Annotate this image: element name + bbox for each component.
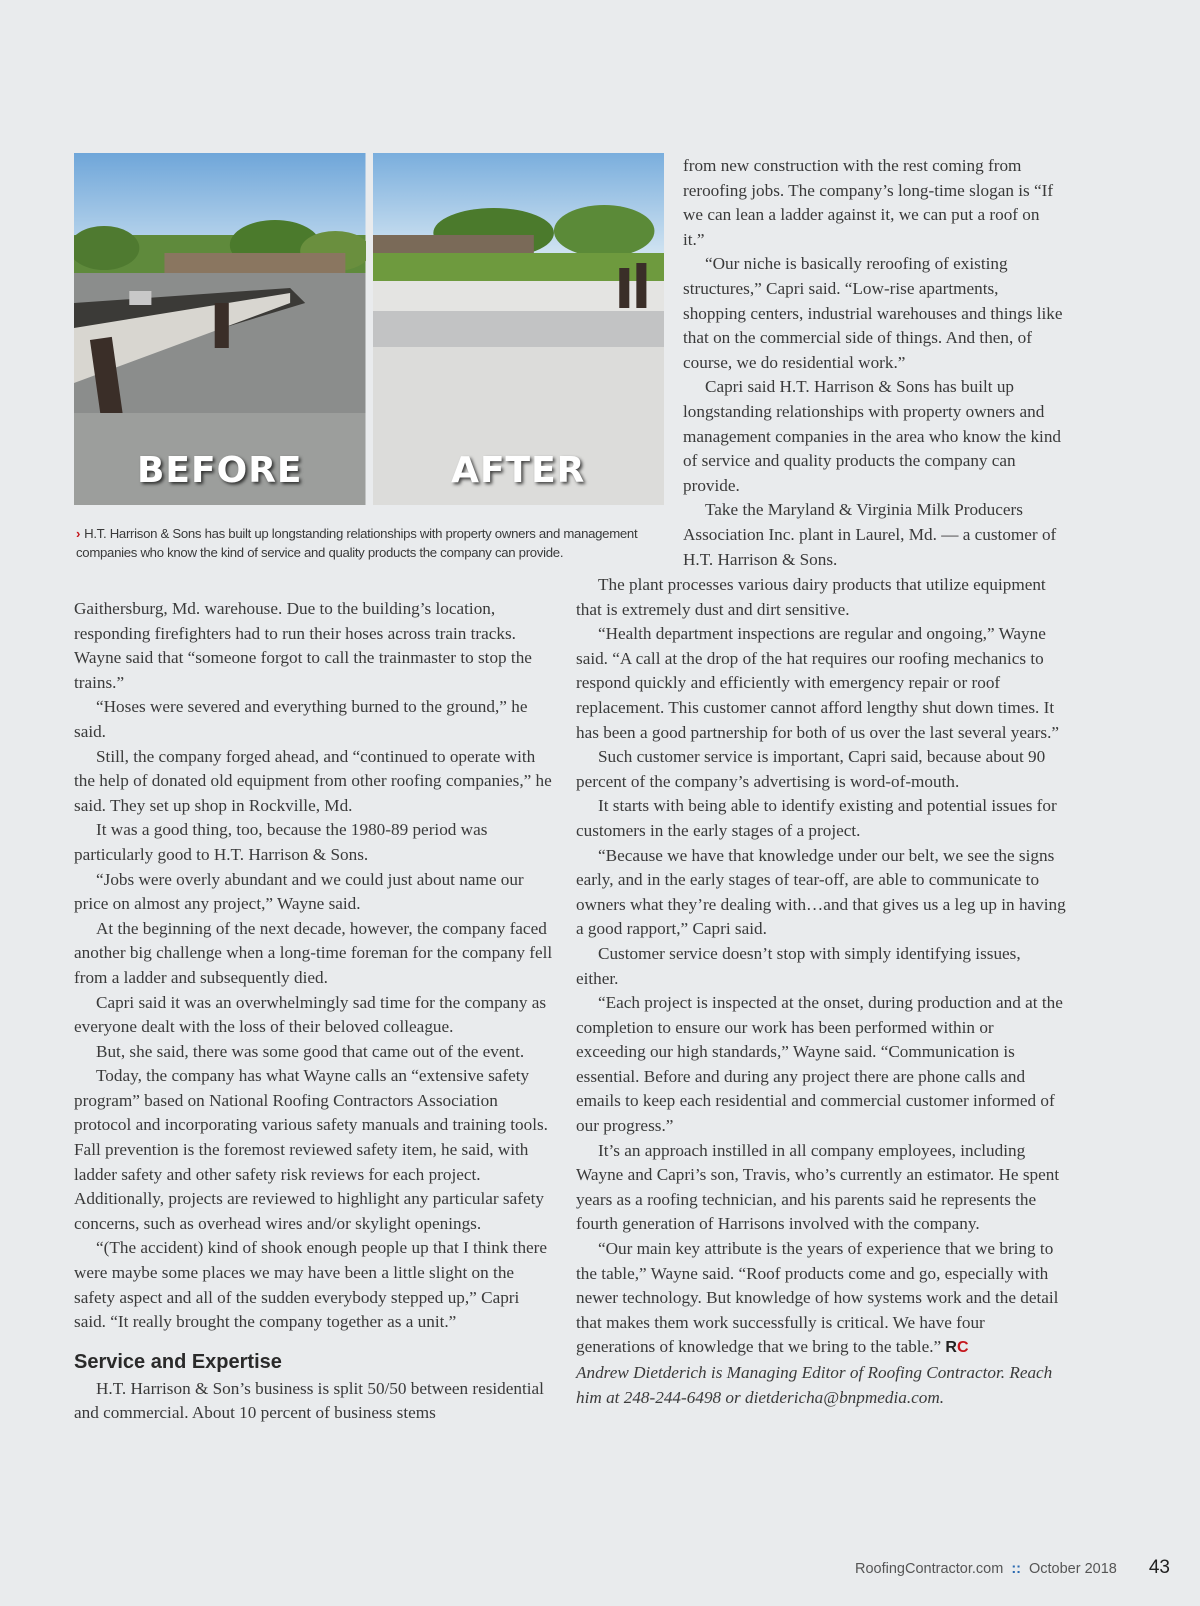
photo-caption — [76, 524, 676, 562]
footer-separator: :: — [1011, 1561, 1021, 1577]
paragraph: Such customer service is important, Capri said, because about 90 percent of the company’s advertising is word-of-mouth. — [576, 747, 1046, 791]
last-paragraph-text: “Our main key attribute is the years of experience that we bring to the table,” Wayne said. “Roof products come and go, especially with newer technology. But knowledge of how systems work and the detail that makes them work successfully is critical. We have four generations of knowledge that we bring to the table.” — [576, 1239, 1059, 1357]
section-heading: Service and Expertise — [74, 1350, 282, 1373]
paragraph: The plant processes various dairy products that utilize equipment that is extremely dust and dirt sensitive. — [576, 575, 1046, 619]
footer-issue: October 2018 — [1028, 1561, 1117, 1577]
paragraph: Capri said H.T. Harrison & Sons has built up longstanding relationships with property owners and management companies in the area who know the kind of service and quality products the company can provide. — [683, 377, 1062, 495]
author-byline: Andrew Dietderich is Managing Editor of Roofing Contractor. Reach him at 248-244-6498 or dietdericha@bnpmedia.com. — [576, 1363, 1053, 1407]
paragraph: Today, the company has what Wayne calls an “extensive safety program” based on National Roofing Contractors Association protocol and incorporating various safety manuals and training tools. Fall prevention is the foremost reviewed safety item, he said, with ladder safety and other safety risk reviews for each project. Additionally, projects are reviewed to highlight any particular safety concerns, such as overhead wires and/or skylight openings. — [74, 1066, 548, 1233]
paragraph: Customer service doesn’t stop with simply identifying issues, either. — [576, 943, 1021, 988]
caption-text: H.T. Harrison & Sons has built up longstanding relationships with property owners and management companies who know the kind of service and quality products the company can provide. — [76, 526, 638, 560]
paragraph: Capri said it was an overwhelmingly sad time for the company as everyone dealt with the loss of their beloved colleague. — [74, 992, 547, 1037]
paragraph: from new construction with the rest coming from reroofing jobs. The company’s long-time slogan is “If we can lean a ladder against it, we can put a roof on it.” — [683, 156, 1054, 249]
end-mark-c: C — [956, 1339, 969, 1357]
page-number: 43 — [1148, 1557, 1170, 1578]
paragraph: “Jobs were overly abundant and we could just about name our price on almost any project,” Wayne said. — [74, 869, 524, 914]
before-label: BEFORE — [136, 450, 303, 491]
left-column-paragraphs — [74, 597, 554, 1335]
paragraph: “Because we have that knowledge under our belt, we see the signs early, and in the early stages of tear-off, are able to communicate to owners what they’re dealing with…and that gives us a leg up in having a good rapport,” Capri said. — [576, 845, 1066, 939]
end-mark-r: R — [945, 1339, 957, 1357]
page-footer — [855, 1557, 1170, 1579]
right-column — [576, 573, 1066, 1410]
paragraph: Take the Maryland & Virginia Milk Producers Association Inc. plant in Laurel, Md. — a customer of H.T. Harrison & Sons. — [683, 500, 1057, 569]
paragraph: “Hoses were severed and everything burned to the ground,” he said. — [74, 697, 528, 741]
paragraph: It starts with being able to identify existing and potential issues for customers in the early stages of a project. — [576, 796, 1057, 840]
paragraph: But, she said, there was some good that came out of the event. — [96, 1041, 525, 1061]
paragraph: “Each project is inspected at the onset, during production and at the completion to ensure our work has been performed within or exceeding our high standards,” Wayne said. “Communication is essential. Before and during any project there are phone calls and emails to keep each residential and commercial customer informed of our progress.” — [576, 993, 1063, 1136]
after-photo — [373, 153, 665, 505]
rc-end-mark — [945, 1339, 968, 1356]
paragraph: Still, the company forged ahead, and “continued to operate with the help of donated old equipment from other roofing companies,” he said. They set up shop in Rockville, Md. — [74, 746, 552, 815]
paragraph: “Health department inspections are regular and ongoing,” Wayne said. “A call at the drop of the hat requires our roofing mechanics to respond quickly and efficiently with emergency repair or roof replacement. This customer cannot afford lengthy shut down times. It has been a good partnership for both of us over the last several years.” — [576, 624, 1059, 742]
paragraph: “Our niche is basically reroofing of existing structures,” Capri said. “Low-rise apartments, shopping centers, industrial warehouses and things like that on the commercial side of things. And then, of course, we do residential work.” — [683, 254, 1063, 372]
paragraph: It’s an approach instilled in all company employees, including Wayne and Capri’s son, Travis, who’s currently an estimator. He spent years as a roofing technician, and his parents said he represents the fourth generation of Harrisons involved with the company. — [576, 1140, 1060, 1234]
last-paragraph — [576, 1237, 1066, 1361]
left-column — [74, 597, 554, 1426]
right-column-paragraphs — [576, 573, 1066, 1237]
paragraph: It was a good thing, too, because the 1980-89 period was particularly good to H.T. Harrison & Sons. — [74, 820, 488, 864]
caption-arrow-icon: › — [76, 526, 81, 541]
after-label: AFTER — [451, 450, 586, 491]
paragraph: At the beginning of the next decade, however, the company faced another big challenge when a long-time foreman for the company fell from a ladder and subsequently died. — [74, 918, 553, 987]
right-column-top — [683, 154, 1063, 572]
paragraph: H.T. Harrison & Son’s business is split 50/50 between residential and commercial. About 10 percent of business stems — [74, 1378, 544, 1423]
paragraph: “(The accident) kind of shook enough people up that I think there were maybe some places we may have been a little slight on the safety aspect and all of the sudden everybody stepped up,” Capri said. “It really brought the company together as a unit.” — [74, 1238, 548, 1332]
paragraph: Gaithersburg, Md. warehouse. Due to the building’s location, responding firefighters had to run their hoses across train tracks. Wayne said that “someone forgot to call the trainmaster to stop the trains.” — [74, 599, 532, 692]
footer-site: RoofingContractor.com — [855, 1561, 1004, 1577]
before-photo — [74, 153, 366, 505]
before-after-photos — [74, 153, 664, 505]
